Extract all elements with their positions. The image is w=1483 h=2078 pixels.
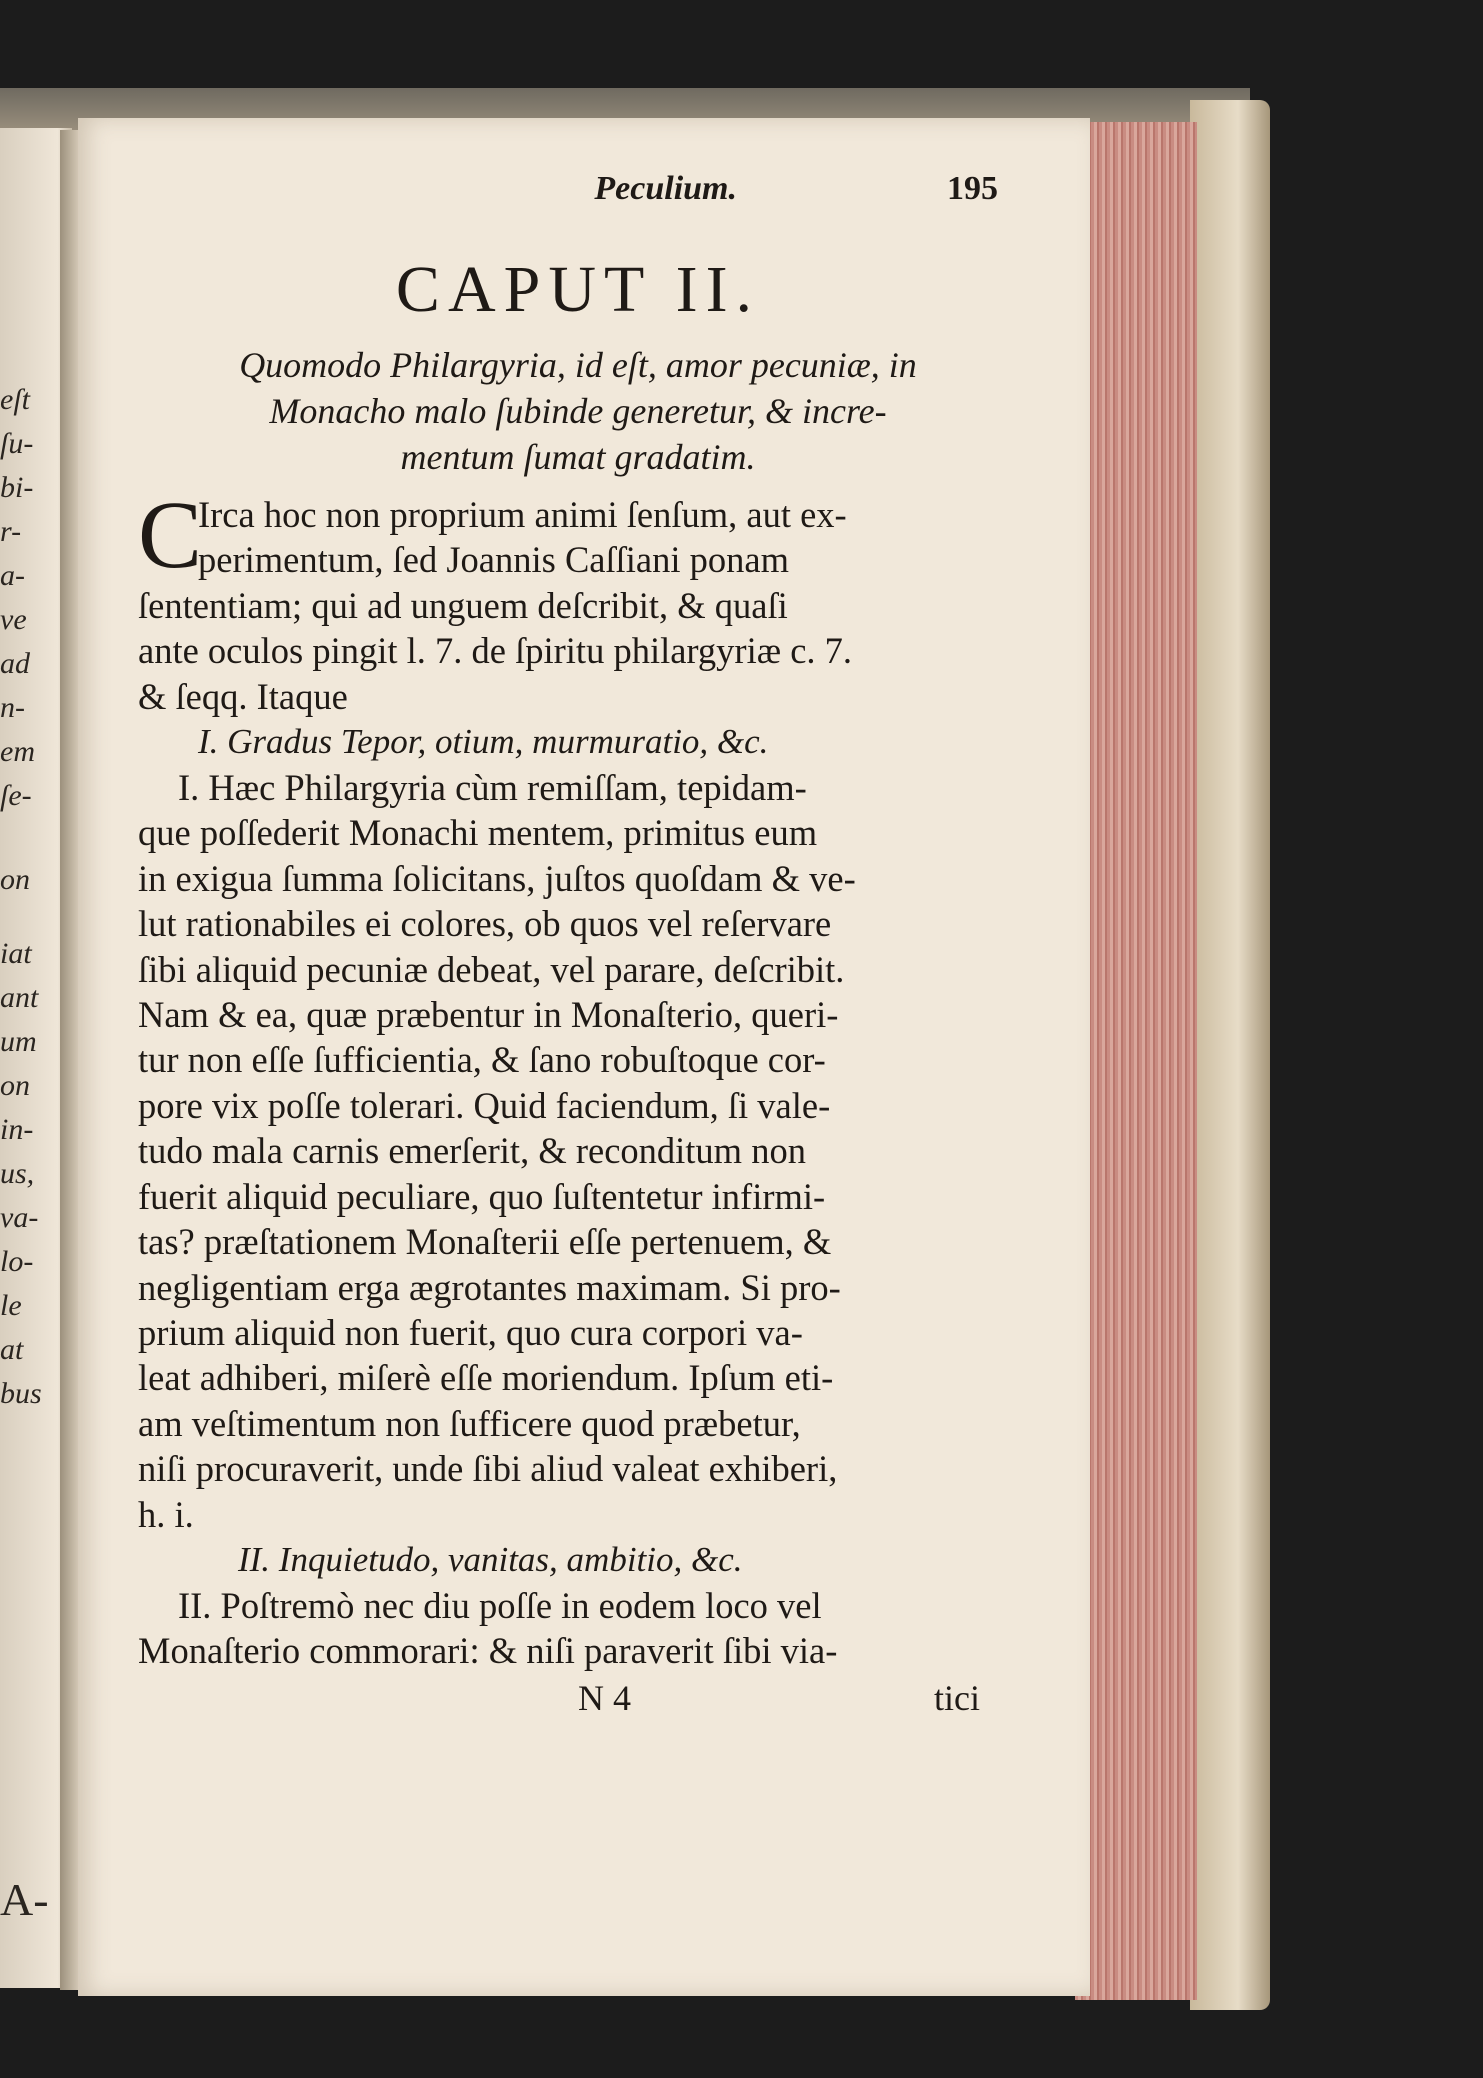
left-fragment: n- bbox=[0, 691, 25, 724]
left-fragment: on bbox=[0, 1069, 30, 1102]
text-line: Irca hoc non proprium animi ſenſum, aut ex- bbox=[198, 494, 847, 535]
text-line: & ſeqq. Itaque bbox=[138, 675, 348, 717]
left-fragment: at bbox=[0, 1333, 24, 1366]
text-line: perimentum, ſed Joannis Caſſiani ponam bbox=[198, 539, 789, 581]
catchword: tici bbox=[934, 1677, 980, 1718]
text-line: h. i. bbox=[138, 1493, 194, 1535]
left-fragment: em bbox=[0, 735, 35, 768]
text-line: Nam & ea, quæ præbentur in Monaſterio, queri- bbox=[138, 994, 839, 1036]
drop-cap: C bbox=[138, 481, 203, 588]
subtitle-line: Monacho malo ſubinde generetur, & incre- bbox=[269, 391, 887, 431]
page-footer bbox=[138, 1674, 1018, 1722]
cover-edge bbox=[1190, 100, 1270, 2010]
left-fragment: um bbox=[0, 1025, 37, 1058]
text-line: lut rationabiles ei colores, ob quos vel reſervare bbox=[138, 903, 832, 945]
text-line: niſi procuraverit, unde ſibi aliud valeat exhiberi, bbox=[138, 1448, 838, 1490]
text-line: Monaſterio commorari: & niſi paraverit ſibi via- bbox=[138, 1630, 838, 1672]
left-fragment: bus bbox=[0, 1377, 42, 1410]
section-heading-2: II. Inquietudo, vanitas, ambitio, &c. bbox=[238, 1539, 743, 1579]
running-head bbox=[138, 170, 1018, 230]
left-catchword: A- bbox=[0, 1874, 49, 1925]
left-fragment: va- bbox=[0, 1201, 39, 1234]
page-number: 195 bbox=[947, 170, 998, 207]
text-line: tur non eſſe ſufficientia, & ſano robuſtoque cor- bbox=[138, 1039, 826, 1081]
text-line: que poſſederit Monachi mentem, primitus eum bbox=[138, 812, 818, 854]
text-line: ſententiam; qui ad unguem deſcribit, & quaſi bbox=[138, 584, 788, 626]
text-line: II. Poſtremò nec diu poſſe in eodem loco vel bbox=[178, 1584, 822, 1626]
left-fragment: ant bbox=[0, 981, 39, 1014]
left-fragment: lo- bbox=[0, 1245, 34, 1278]
subtitle-line: Quomodo Philargyria, id eſt, amor pecuniæ, in bbox=[239, 345, 917, 385]
right-page bbox=[78, 118, 1090, 1996]
intro-paragraph bbox=[138, 481, 1018, 588]
left-fragment: ad bbox=[0, 647, 30, 680]
text-line: am veſtimentum non ſufficere quod præbetur, bbox=[138, 1402, 801, 1444]
text-line: tudo mala carnis emerſerit, & reconditum non bbox=[138, 1130, 806, 1172]
left-fragment: ve bbox=[0, 603, 27, 636]
text-block bbox=[138, 170, 1018, 1722]
text-line: ſibi aliquid pecuniæ debeat, vel parare, deſcribit. bbox=[138, 948, 845, 990]
text-line: fuerit aliquid peculiare, quo ſuſtentetur infirmi- bbox=[138, 1175, 826, 1217]
text-line: negligentiam erga ægrotantes maximam. Si pro- bbox=[138, 1266, 841, 1308]
text-line: I. Hæc Philargyria cùm remiſſam, tepidam- bbox=[178, 767, 807, 809]
signature-mark: N 4 bbox=[578, 1677, 631, 1718]
red-fore-edge bbox=[1075, 122, 1197, 2000]
left-fragment: eſt bbox=[0, 383, 30, 416]
text-line: tas? præſtationem Monaſterii eſſe pertenuem, & bbox=[138, 1221, 832, 1263]
section-heading-1: I. Gradus Tepor, otium, murmuratio, &c. bbox=[198, 722, 769, 762]
left-fragment: r- bbox=[0, 515, 22, 548]
left-fragment: in- bbox=[0, 1113, 34, 1146]
chapter-subtitle bbox=[138, 342, 1018, 480]
left-fragment: on bbox=[0, 863, 30, 896]
intro-lines bbox=[198, 492, 1018, 583]
chapter-title: CAPUT II. bbox=[395, 253, 761, 326]
left-fragment: us, bbox=[0, 1157, 35, 1190]
left-fragment: le bbox=[0, 1289, 22, 1322]
text-line: pore vix poſſe tolerari. Quid faciendum, ſi vale- bbox=[138, 1084, 831, 1126]
subtitle-line: mentum ſumat gradatim. bbox=[400, 437, 756, 477]
left-fragment: bi- bbox=[0, 471, 34, 504]
left-fragment: a- bbox=[0, 559, 25, 592]
left-fragment: ſe- bbox=[0, 779, 32, 812]
text-line: ante oculos pingit l. 7. de ſpiritu philargyriæ c. 7. bbox=[138, 630, 853, 672]
left-fragment: ſu- bbox=[0, 427, 34, 460]
running-title: Peculium. bbox=[594, 170, 737, 207]
text-line: prium aliquid non fuerit, quo cura corpori va- bbox=[138, 1311, 803, 1353]
text-line: in exigua ſumma ſolicitans, juſtos quoſdam & ve- bbox=[138, 857, 856, 899]
text-line: leat adhiberi, miſerè eſſe moriendum. Ipſum eti- bbox=[138, 1357, 834, 1399]
left-fragment: iat bbox=[0, 937, 32, 970]
